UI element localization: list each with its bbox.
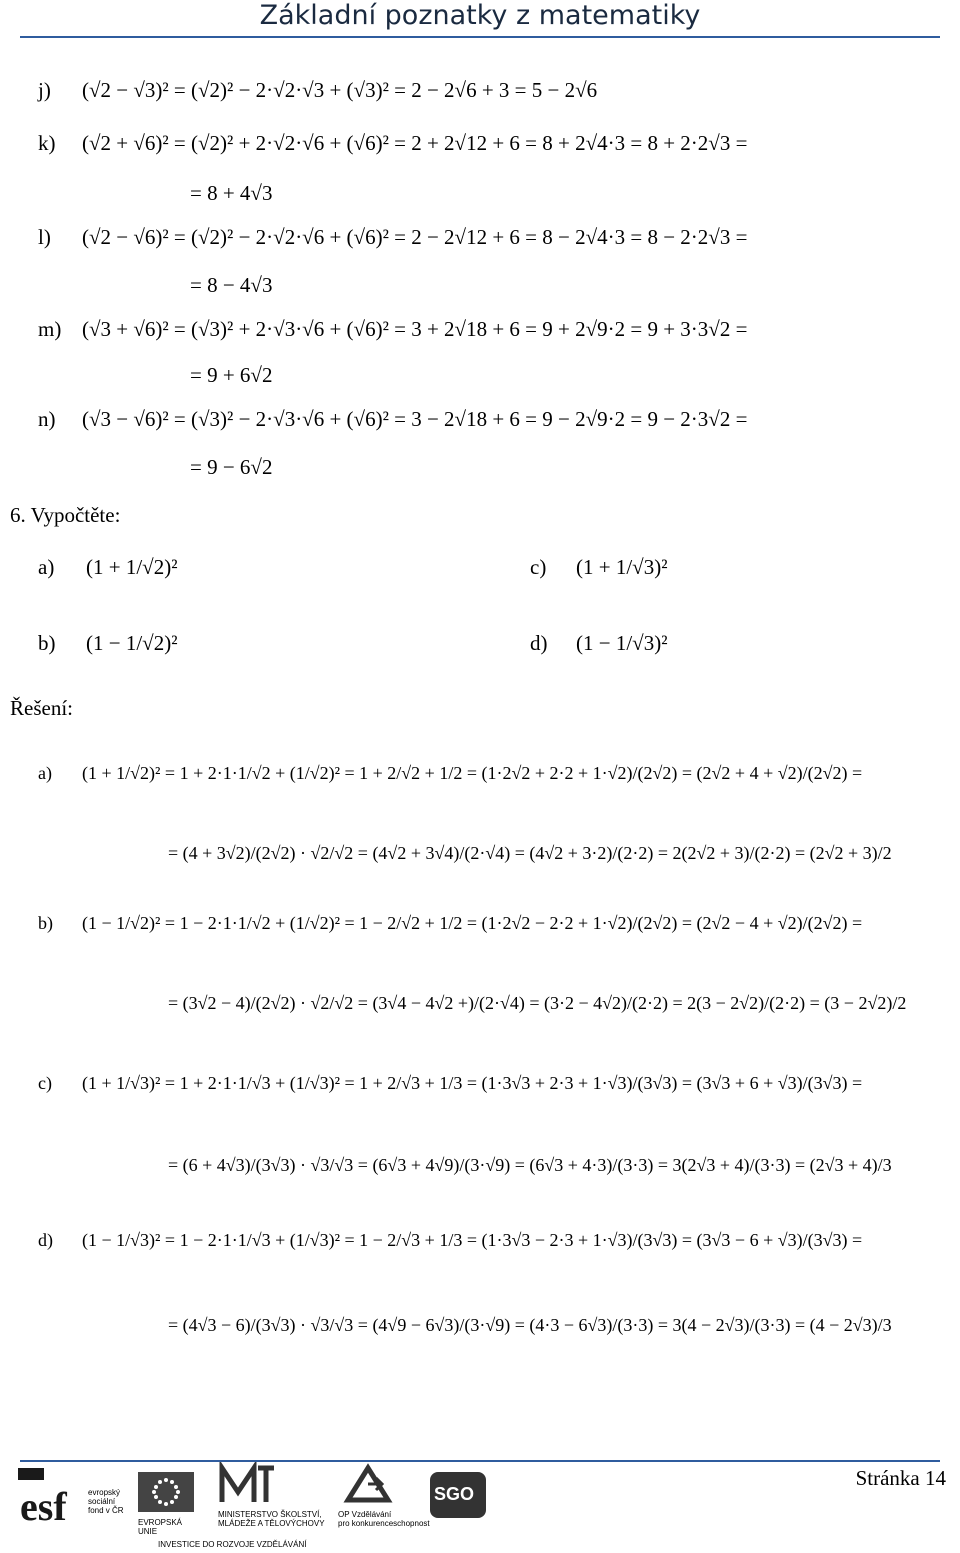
row-j-equation: (√2 − √3)² = (√2)² − 2·√2·√3 + (√3)² = 2 − 2√6 + 3 = 5 − 2√6 bbox=[82, 78, 598, 102]
row-label-n: n) bbox=[38, 407, 56, 431]
task-a-expression: (1 + 1/√2)² bbox=[86, 555, 178, 579]
row-n-equation: (√3 − √6)² = (√3)² − 2·√3·√6 + (√6)² = 3 − 2√18 + 6 = 9 − 2√9·2 = 9 − 2·3√2 = bbox=[82, 407, 748, 431]
row-m-equation: (√3 + √6)² = (√3)² + 2·√3·√6 + (√6)² = 3 + 2√18 + 6 = 9 + 2√9·2 = 9 + 3·3√2 = bbox=[82, 317, 748, 341]
task-label-d: d) bbox=[530, 631, 548, 655]
esf-line-2: sociální bbox=[88, 1497, 116, 1506]
footer-logos bbox=[18, 1462, 448, 1550]
esf-line-3: fond v ČR bbox=[88, 1506, 124, 1515]
solution-c-line1: (1 + 1/√3)² = 1 + 2·1·1/√3 + (1/√3)² = 1 + 2/√3 + 1/3 = (1·3√3 + 2·3 + 1·√3)/(3√3) = (3√3 + 6 + √3)/(3√3) = bbox=[82, 1073, 863, 1093]
row-k-equation: (√2 + √6)² = (√2)² + 2·√2·√6 + (√6)² = 2 + 2√12 + 6 = 8 + 2√4·3 = 8 + 2·2√3 = bbox=[82, 131, 748, 155]
row-label-l: l) bbox=[38, 225, 51, 249]
msmt-line-2: MLÁDEŽE A TĚLOVÝCHOVY bbox=[218, 1519, 325, 1528]
investice-text: INVESTICE DO ROZVOJE VZDĚLÁVÁNÍ bbox=[158, 1540, 307, 1549]
exercise-6-title: 6. Vypočtěte: bbox=[10, 503, 121, 527]
op-line-1: OP Vzdělávání bbox=[338, 1510, 392, 1519]
esf-line-1: evropský bbox=[88, 1488, 121, 1497]
solution-label-a: a) bbox=[38, 763, 52, 783]
task-label-a: a) bbox=[38, 555, 55, 579]
row-l-continuation: = 8 − 4√3 bbox=[190, 273, 273, 297]
task-label-c: c) bbox=[530, 555, 547, 579]
esf-logo bbox=[18, 1468, 128, 1528]
row-n-continuation: = 9 − 6√2 bbox=[190, 455, 273, 479]
solution-b-line1: (1 − 1/√2)² = 1 − 2·1·1/√2 + (1/√2)² = 1 − 2/√2 + 1/2 = (1·2√2 − 2·2 + 1·√2)/(2√2) = (2√2 − 4 + √2)/(2√2) = bbox=[82, 913, 863, 933]
page-number: Stránka 14 bbox=[855, 1466, 946, 1490]
task-d-expression: (1 − 1/√3)² bbox=[576, 631, 668, 655]
solution-label-d: d) bbox=[38, 1230, 53, 1250]
solution-d-line1: (1 − 1/√3)² = 1 − 2·1·1/√3 + (1/√3)² = 1 − 2/√3 + 1/3 = (1·3√3 − 2·3 + 1·√3)/(3√3) = (3√3 − 6 + √3)/(3√3) = bbox=[82, 1230, 863, 1250]
op-logo bbox=[338, 1462, 438, 1532]
task-c-expression: (1 + 1/√3)² bbox=[576, 555, 668, 579]
solution-label-b: b) bbox=[38, 913, 53, 933]
page-header-title: Základní poznatky z matematiky bbox=[259, 0, 701, 31]
row-k-continuation: = 8 + 4√3 bbox=[190, 181, 273, 205]
eu-flag-icon bbox=[138, 1472, 194, 1512]
op-arrow-icon bbox=[338, 1462, 398, 1506]
row-label-m: m) bbox=[38, 317, 62, 341]
solution-a-line2: = (4 + 3√2)/(2√2) · √2/√2 = (4√2 + 3√4)/(2·√4) = (4√2 + 3·2)/(2·2) = 2(2√2 + 3)/(2·2) = (2√2 + 3)/2 bbox=[168, 843, 892, 863]
eu-label: EVROPSKÁ UNIE bbox=[138, 1518, 183, 1536]
task-b-expression: (1 − 1/√2)² bbox=[86, 631, 178, 655]
task-label-b: b) bbox=[38, 631, 56, 655]
sgo-label: SGO bbox=[434, 1484, 475, 1504]
solution-d-line2: = (4√3 − 6)/(3√3) · √3/√3 = (4√9 − 6√3)/(3·√9) = (4·3 − 6√3)/(3·3) = 3(4 − 2√3)/(3·3) = (4 − 2√3)/3 bbox=[168, 1315, 892, 1335]
msmt-icon bbox=[218, 1462, 278, 1506]
msmt-line-1: MINISTERSTVO ŠKOLSTVÍ, bbox=[218, 1510, 322, 1519]
solution-title: Řešení: bbox=[10, 696, 73, 720]
solution-label-c: c) bbox=[38, 1073, 52, 1093]
svg-text:esf: esf bbox=[20, 1484, 67, 1528]
header-rule bbox=[20, 36, 940, 38]
solution-b-line2: = (3√2 − 4)/(2√2) · √2/√2 = (3√4 − 4√2 +)/(2·√4) = (3·2 − 4√2)/(2·2) = 2(3 − 2√2)/(2·2) = (3 − 2√2)/2 bbox=[168, 993, 907, 1013]
solution-c-line2: = (6 + 4√3)/(3√3) · √3/√3 = (6√3 + 4√9)/(3·√9) = (6√3 + 4·3)/(3·3) = 3(2√3 + 4)/(3·3) = (2√3 + 4)/3 bbox=[168, 1155, 892, 1175]
sgo-logo bbox=[428, 1470, 488, 1520]
solution-a-line1: (1 + 1/√2)² = 1 + 2·1·1/√2 + (1/√2)² = 1 + 2/√2 + 1/2 = (1·2√2 + 2·2 + 1·√2)/(2√2) = (2√2 + 4 + √2)/(2√2) = bbox=[82, 763, 863, 783]
row-label-j: j) bbox=[38, 78, 51, 102]
row-m-continuation: = 9 + 6√2 bbox=[190, 363, 273, 387]
row-l-equation: (√2 − √6)² = (√2)² − 2·√2·√6 + (√6)² = 2 − 2√12 + 6 = 8 − 2√4·3 = 8 − 2·2√3 = bbox=[82, 225, 748, 249]
row-label-k: k) bbox=[38, 131, 56, 155]
eu-logo bbox=[138, 1472, 198, 1536]
msmt-logo bbox=[218, 1462, 328, 1532]
op-line-2: pro konkurenceschopnost bbox=[338, 1519, 430, 1528]
